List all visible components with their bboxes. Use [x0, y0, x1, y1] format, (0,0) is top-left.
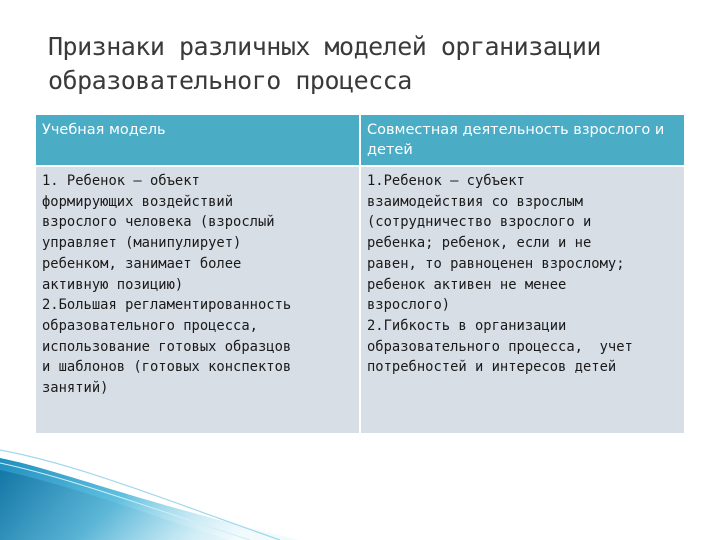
- wave-layer-2: [0, 470, 230, 540]
- slide-title: [48, 30, 688, 98]
- decorative-wave-shape: [0, 430, 300, 540]
- slide-title-line-2: образовательного процесса: [48, 66, 412, 95]
- comparison-table: [36, 115, 684, 433]
- body-cell-learning-model: 1. Ребенок – объект формирующих воздействий взрослого человека (взрослый управляет (манипулирует) ребенком, занимает более активную позицию) 2.Большая регламентированность образовательного процесса, использование готовых образцов и шаблонов (готовых конспектов занятий): [36, 167, 359, 433]
- body-cell-joint-activity: 1.Ребенок – субъект взаимодействия со взрослым (сотрудничество взрослого и ребенка; ребенок, если и не равен, то равноценен взрослому; ребенок активен не менее взрослого) 2.Гибкость в организации образовательного процесса, учет потребностей и интересов детей: [361, 167, 684, 433]
- header-cell-learning-model: Учебная модель: [36, 115, 359, 165]
- header-cell-joint-activity: Совместная деятельность взрослого и детей: [361, 115, 684, 165]
- table-header-row: [36, 115, 684, 165]
- slide-title-line-1: Признаки различных моделей организации: [48, 32, 601, 61]
